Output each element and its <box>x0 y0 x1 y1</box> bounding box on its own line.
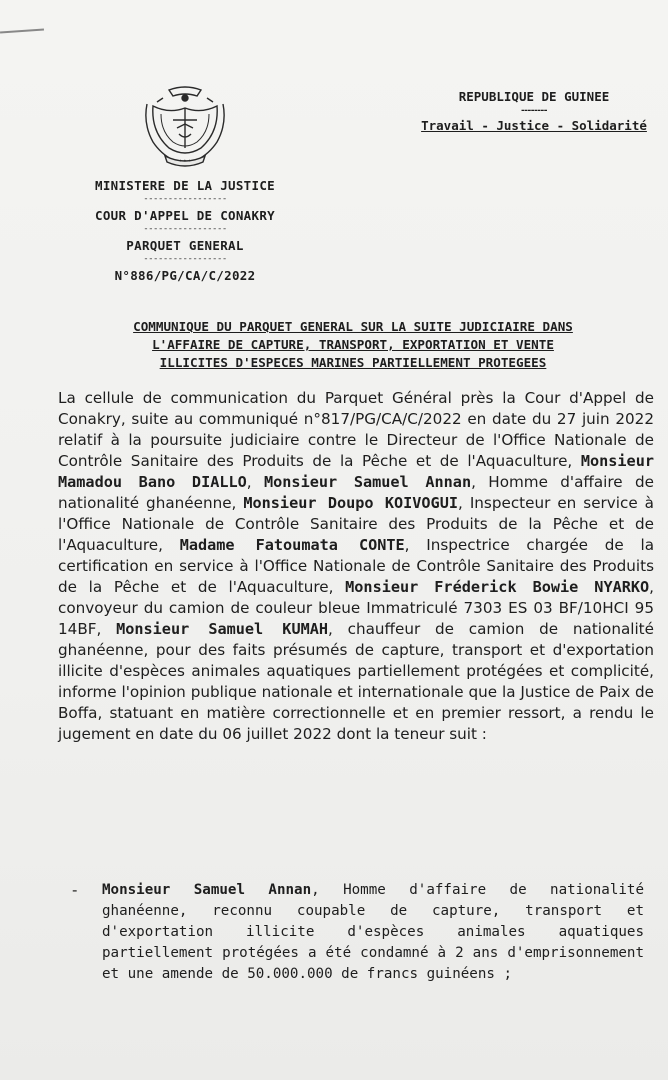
scan-mark <box>0 28 44 33</box>
ministry-name: MINISTERE DE LA JUSTICE <box>95 178 275 193</box>
verdict-text: , Homme d'affaire de nationalité ghanéenne, reconnu coupable de capture, transport et d'exportation illicite d'espèces animales aquatiques partiellement protégées a été condamné à 2 ans d'emprisonnement et une amende de 50.000.000 de francs guinéens ; <box>102 882 644 982</box>
list-item <box>72 880 644 985</box>
header-right <box>418 88 650 136</box>
body-text-part: , Homme d'affaire de nationalité ghanéenne, <box>58 473 654 512</box>
title-line-1: COMMUNIQUE DU PARQUET GENERAL SUR LA SUITE JUDICIAIRE DANS <box>133 319 573 334</box>
person-name: Madame Fatoumata CONTE <box>179 536 405 554</box>
republic-separator: -------- <box>521 106 547 116</box>
communique-title <box>48 318 658 372</box>
body-text-part: , <box>246 473 264 491</box>
title-line-3: ILLICITES D'ESPECES MARINES PARTIELLEMENT PROTEGEES <box>159 355 547 370</box>
body-text-part: , Inspectrice chargée de la certification en service à l'Office Nationale de Contrôle Sanitaire des Produits de la Pêche et de l'Aquaculture, <box>58 536 654 596</box>
separator-3: ----------------- <box>143 254 227 264</box>
person-name: Monsieur Samuel Annan <box>264 473 472 491</box>
body-paragraph <box>58 388 654 745</box>
person-name: Monsieur Mamadou Bano DIALLO <box>58 452 654 491</box>
svg-text:✦ ✦ ✦: ✦ ✦ ✦ <box>178 158 192 163</box>
coat-of-arms-seal <box>139 84 231 168</box>
list-bullet: - <box>72 881 78 899</box>
office-name: PARQUET GENERAL <box>126 238 244 253</box>
body-text-part: , chauffeur de camion de nationalité ghanéenne, pour des faits présumés de capture, transport et d'exportation illicite d'espèces animales aquatiques partiellement protégées et complicité, informe l'opinion publique nationale et internationale que la Justice de Paix de Boffa, statuant en matière correctionnelle et en premier ressort, a rendu le jugement en date du 06 juillet 2022 dont la teneur suit : <box>58 620 654 743</box>
body-text-part: La cellule de communication du Parquet Général près la Cour d'Appel de Conakry, suite au communiqué n°817/PG/CA/C/2022 en date du 27 juin 2022 relatif à la poursuite judiciaire contre le Directeur de l'Office Nationale de Contrôle Sanitaire des Produits de la Pêche et de l'Aquaculture, <box>58 389 654 470</box>
person-name: Monsieur Doupo KOIVOGUI <box>243 494 458 512</box>
republic-name: REPUBLIQUE DE GUINEE <box>458 89 610 104</box>
court-name: COUR D'APPEL DE CONAKRY <box>95 208 275 223</box>
header-left <box>60 84 310 284</box>
separator-2: ----------------- <box>143 224 227 234</box>
title-line-2: L'AFFAIRE DE CAPTURE, TRANSPORT, EXPORTATION ET VENTE <box>152 337 554 352</box>
person-name: Monsieur Samuel Annan <box>102 882 312 898</box>
national-motto: Travail - Justice - Solidarité <box>421 118 647 133</box>
reference-number: N°886/PG/CA/C/2022 <box>114 268 256 283</box>
body-text-part: , Inspecteur en service à l'Office Nationale de Contrôle Sanitaire des Produits de la Pêche et de l'Aquaculture, <box>58 494 654 554</box>
list-item-text <box>102 880 644 985</box>
person-name: Monsieur Samuel KUMAH <box>116 620 329 638</box>
communique-body <box>58 388 654 745</box>
verdict-list <box>72 880 644 985</box>
separator-1: ----------------- <box>143 194 227 204</box>
person-name: Monsieur Fréderick Bowie NYARKO <box>345 578 650 596</box>
body-text-part: , convoyeur du camion de couleur bleue Immatriculé 7303 ES 03 BF/10HCI 95 14BF, <box>58 578 654 638</box>
